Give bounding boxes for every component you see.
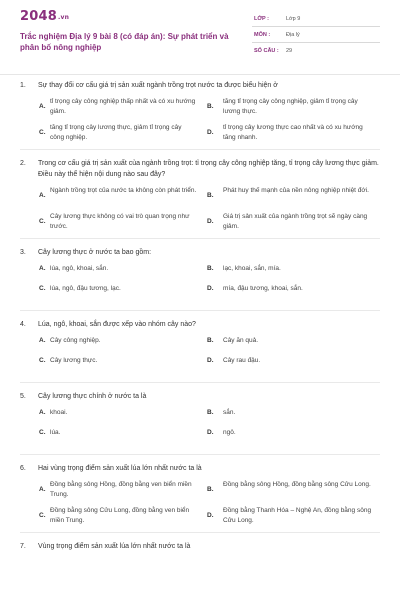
question-text bbox=[20, 158, 380, 180]
question-stem: Cây lương thực chính ở nước ta là bbox=[38, 393, 147, 400]
option-letter: A. bbox=[39, 337, 46, 344]
meta-table bbox=[252, 12, 380, 60]
option-row bbox=[20, 284, 380, 304]
option-d[interactable] bbox=[197, 428, 374, 448]
question-number: 7. bbox=[20, 543, 26, 550]
option-b[interactable] bbox=[197, 264, 374, 284]
option-list bbox=[20, 264, 380, 304]
option-letter: B. bbox=[207, 409, 214, 416]
meta-row-count bbox=[252, 44, 380, 59]
question-divider bbox=[20, 454, 380, 455]
option-row bbox=[20, 212, 380, 232]
option-text: tỉ trọng cây công nghiệp thấp nhất và có xu hướng giảm. bbox=[50, 98, 196, 115]
meta-label: LỚP : bbox=[254, 16, 269, 22]
logo-suffix: .vn bbox=[57, 14, 70, 21]
option-row bbox=[20, 336, 380, 356]
option-c[interactable] bbox=[20, 356, 197, 376]
option-row bbox=[20, 186, 380, 206]
option-letter: D. bbox=[207, 357, 214, 364]
option-row bbox=[20, 480, 380, 500]
option-text: Cây lương thực. bbox=[50, 357, 98, 364]
option-letter: B. bbox=[207, 486, 214, 493]
option-text: Đồng bằng Thanh Hóa – Nghệ An, đồng bằng sông Cửu Long. bbox=[223, 507, 372, 524]
option-row bbox=[20, 506, 380, 526]
option-a[interactable] bbox=[20, 408, 197, 428]
meta-value: 29 bbox=[286, 48, 293, 54]
option-text: lúa, ngô, đậu tương, lạc. bbox=[50, 285, 121, 292]
option-list bbox=[20, 408, 380, 448]
option-text: Đồng bằng sông Hồng, đồng bằng sông Cửu Long. bbox=[223, 481, 371, 488]
option-list bbox=[20, 186, 380, 232]
question-number: 3. bbox=[20, 249, 26, 256]
option-text: Cây ăn quả. bbox=[223, 337, 259, 344]
option-letter: D. bbox=[207, 129, 214, 136]
option-text: Đồng bằng sông Hồng, đồng bằng ven biển miền Trung. bbox=[50, 481, 192, 498]
option-text: Cây công nghiệp. bbox=[50, 337, 101, 344]
option-a[interactable] bbox=[20, 480, 197, 500]
page-title: Trắc nghiệm Địa lý 9 bài 8 (có đáp án): Sự phát triển và phân bố nông nghiệp bbox=[20, 32, 229, 52]
question-divider bbox=[20, 532, 380, 533]
option-a[interactable] bbox=[20, 264, 197, 284]
option-d[interactable] bbox=[197, 212, 374, 232]
option-letter: D. bbox=[207, 429, 214, 436]
option-text: tăng tỉ trọng cây lương thực, giảm tỉ trọng cây công nghiệp. bbox=[50, 124, 182, 141]
option-c[interactable] bbox=[20, 506, 197, 526]
option-b[interactable] bbox=[197, 186, 374, 206]
option-text: Giá trị sản xuất của ngành trồng trọt sẽ ngày càng giảm. bbox=[223, 213, 368, 230]
option-text: sắn. bbox=[223, 409, 236, 416]
question-1 bbox=[0, 80, 400, 150]
option-letter: C. bbox=[39, 218, 46, 225]
question-text bbox=[20, 541, 380, 552]
option-text: Cây rau đậu. bbox=[223, 357, 261, 364]
option-letter: A. bbox=[39, 265, 46, 272]
question-3 bbox=[0, 247, 400, 311]
question-2 bbox=[0, 158, 400, 239]
option-d[interactable] bbox=[197, 284, 374, 304]
option-letter: B. bbox=[207, 192, 214, 199]
option-d[interactable] bbox=[197, 506, 374, 526]
question-stem: Lúa, ngô, khoai, sắn được xếp vào nhóm cây nào? bbox=[38, 321, 196, 328]
option-letter: A. bbox=[39, 409, 46, 416]
option-a[interactable] bbox=[20, 186, 197, 206]
meta-value: Địa lý bbox=[286, 32, 300, 38]
option-c[interactable] bbox=[20, 284, 197, 304]
question-text bbox=[20, 319, 380, 330]
question-7 bbox=[0, 541, 400, 552]
option-letter: B. bbox=[207, 265, 214, 272]
meta-row-subject bbox=[252, 28, 380, 43]
option-letter: C. bbox=[39, 285, 46, 292]
question-stem: Hai vùng trọng điểm sản xuất lúa lớn nhất nước ta là bbox=[38, 465, 202, 472]
option-letter: A. bbox=[39, 192, 46, 199]
option-list bbox=[20, 480, 380, 526]
option-d[interactable] bbox=[197, 356, 374, 376]
option-row bbox=[20, 264, 380, 284]
option-letter: B. bbox=[207, 103, 214, 110]
option-c[interactable] bbox=[20, 428, 197, 448]
option-b[interactable] bbox=[197, 480, 374, 500]
question-number: 6. bbox=[20, 465, 26, 472]
option-d[interactable] bbox=[197, 123, 374, 143]
question-stem: Trong cơ cấu giá trị sản xuất của ngành trồng trọt: tỉ trọng cây công nghiệp tăng, tỉ trọng cây lương thực giảm. Điều này thể hiện nội dung nào sau đây? bbox=[38, 160, 379, 178]
question-number: 4. bbox=[20, 321, 26, 328]
option-letter: D. bbox=[207, 218, 214, 225]
option-text: khoai. bbox=[50, 409, 68, 416]
question-number: 1. bbox=[20, 82, 26, 89]
option-letter: C. bbox=[39, 429, 46, 436]
option-text: Ngành trồng trọt của nước ta không còn phát triển. bbox=[50, 187, 197, 194]
logo-main: 2048 bbox=[20, 9, 57, 24]
question-4 bbox=[0, 319, 400, 383]
option-letter: A. bbox=[39, 103, 46, 110]
meta-row-class bbox=[252, 12, 380, 27]
option-text: lúa. bbox=[50, 429, 61, 436]
question-stem: Vùng trọng điểm sản xuất lúa lớn nhất nước ta là bbox=[38, 543, 191, 550]
option-letter: C. bbox=[39, 357, 46, 364]
option-text: mía, đậu tương, khoai, sắn. bbox=[223, 285, 303, 292]
question-6 bbox=[0, 463, 400, 533]
question-stem: Cây lương thực ở nước ta bao gồm: bbox=[38, 249, 152, 256]
option-row bbox=[20, 356, 380, 376]
question-number: 2. bbox=[20, 160, 26, 167]
option-list bbox=[20, 336, 380, 376]
option-row bbox=[20, 428, 380, 448]
question-text bbox=[20, 80, 380, 91]
question-text bbox=[20, 247, 380, 258]
option-b[interactable] bbox=[197, 408, 374, 428]
site-logo[interactable] bbox=[20, 9, 69, 24]
page-header bbox=[0, 0, 400, 72]
option-text: lúa, ngô, khoai, sắn. bbox=[50, 265, 109, 272]
option-letter: C. bbox=[39, 512, 46, 519]
option-row bbox=[20, 97, 380, 117]
option-list bbox=[20, 97, 380, 143]
option-text: Cây lương thực không có vai trò quan trọng như trước. bbox=[50, 213, 190, 230]
option-letter: A. bbox=[39, 486, 46, 493]
option-a[interactable] bbox=[20, 97, 197, 117]
option-row bbox=[20, 123, 380, 143]
question-divider bbox=[20, 149, 380, 150]
question-number: 5. bbox=[20, 393, 26, 400]
option-letter: D. bbox=[207, 285, 214, 292]
question-divider bbox=[20, 310, 380, 311]
option-text: Đồng bằng sông Cửu Long, đồng bằng ven biển miền Trung. bbox=[50, 507, 190, 524]
option-text: lạc, khoai, sắn, mía. bbox=[223, 265, 281, 272]
option-letter: D. bbox=[207, 512, 214, 519]
meta-label: MÔN : bbox=[254, 32, 271, 38]
option-c[interactable] bbox=[20, 212, 197, 232]
question-list bbox=[0, 80, 400, 552]
question-stem: Sự thay đổi cơ cấu giá trị sản xuất ngành trồng trọt nước ta được biểu hiện ở bbox=[38, 82, 278, 89]
option-letter: B. bbox=[207, 337, 214, 344]
option-letter: C. bbox=[39, 129, 46, 136]
option-a[interactable] bbox=[20, 336, 197, 356]
header-divider bbox=[0, 74, 400, 75]
option-text: Phát huy thế mạnh của nền nông nghiệp nhiệt đới. bbox=[223, 187, 369, 194]
meta-label: SỐ CÂU : bbox=[254, 48, 279, 54]
option-text: tăng tỉ trọng cây công nghiệp, giảm tỉ trọng cây lương thực. bbox=[223, 98, 358, 115]
question-5 bbox=[0, 391, 400, 455]
option-c[interactable] bbox=[20, 123, 197, 143]
question-divider bbox=[20, 382, 380, 383]
option-b[interactable] bbox=[197, 336, 374, 356]
option-text: ngô. bbox=[223, 429, 236, 436]
option-text: tỉ trọng cây lương thực cao nhất và có xu hướng tăng nhanh. bbox=[223, 124, 363, 141]
question-text bbox=[20, 391, 380, 402]
option-row bbox=[20, 408, 380, 428]
option-b[interactable] bbox=[197, 97, 374, 117]
question-divider bbox=[20, 238, 380, 239]
question-text bbox=[20, 463, 380, 474]
meta-value: Lớp 9 bbox=[286, 16, 301, 22]
